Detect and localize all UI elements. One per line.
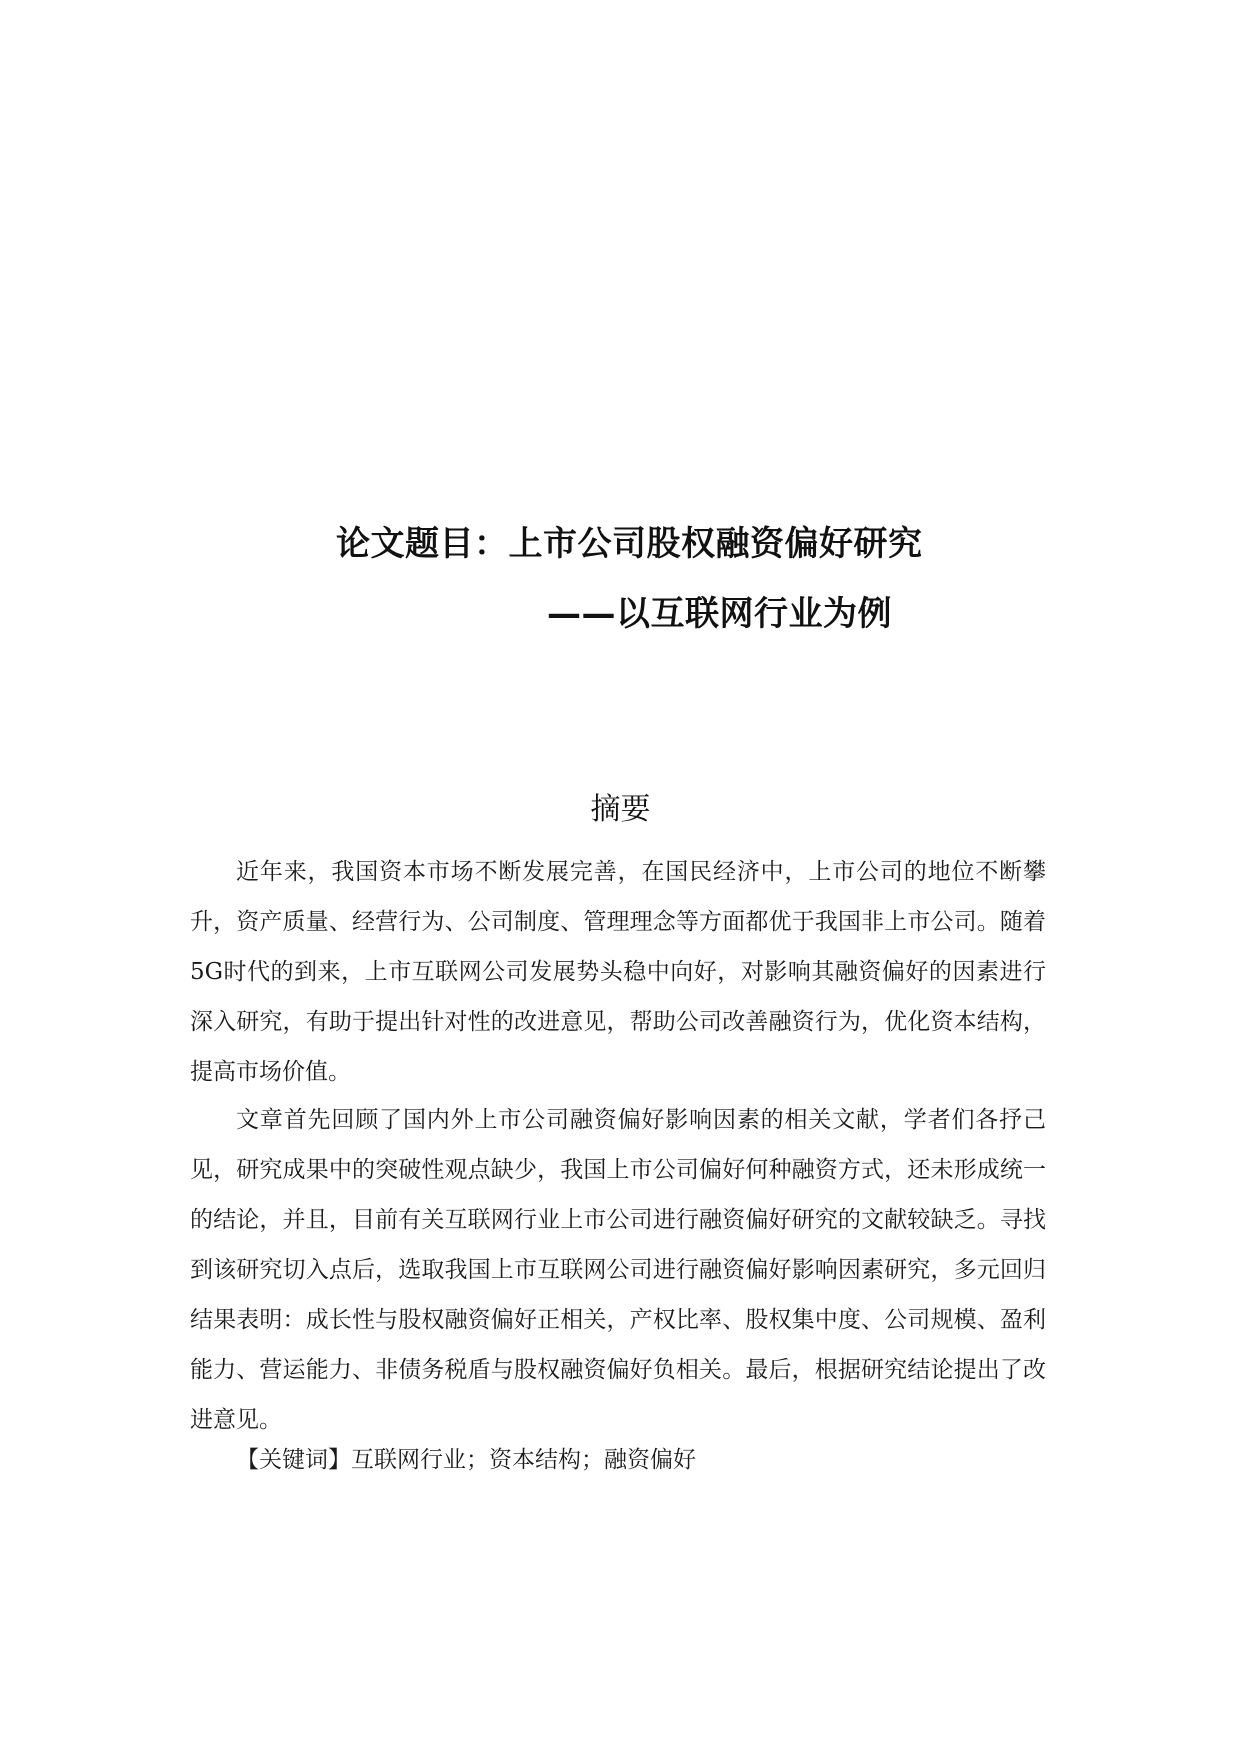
abstract-heading: 摘要 xyxy=(590,792,651,827)
thesis-subtitle: ——以互联网行业为例 xyxy=(547,594,892,634)
keywords-line xyxy=(236,1440,696,1480)
abstract-paragraph-2: 文章首先回顾了国内外上市公司融资偏好影响因素的相关文献，学者们各抒己见，研究成果中的突破性观点缺少，我国上市公司偏好何种融资方式，还未形成统一的结论，并且，目前有关互联网行业上市公司进行融资偏好研究的文献较缺乏。寻找到该研究切入点后，选取我国上市互联网公司进行融资偏好影响因素研究，多元回归结果表明：成长性与股权融资偏好正相关，产权比率、股权集中度、公司规模、盈利能力、营运能力、非债务税盾与股权融资偏好负相关。最后，根据研究结论提出了改进意见。 xyxy=(190,1107,1046,1433)
keywords-label: 【关键词】 xyxy=(236,1447,351,1473)
keywords-text: 互联网行业；资本结构；融资偏好 xyxy=(351,1447,696,1473)
thesis-title: 论文题目：上市公司股权融资偏好研究 xyxy=(336,524,923,564)
abstract-paragraph-1: 近年来，我国资本市场不断发展完善，在国民经济中，上市公司的地位不断攀升，资产质量、经营行为、公司制度、管理理念等方面都优于我国非上市公司。随着5G时代的到来，上市互联网公司发展势头稳中向好，对影响其融资偏好的因素进行深入研究，有助于提出针对性的改进意见，帮助公司改善融资行为，优化资本结构，提高市场价值。 xyxy=(190,859,1046,1085)
